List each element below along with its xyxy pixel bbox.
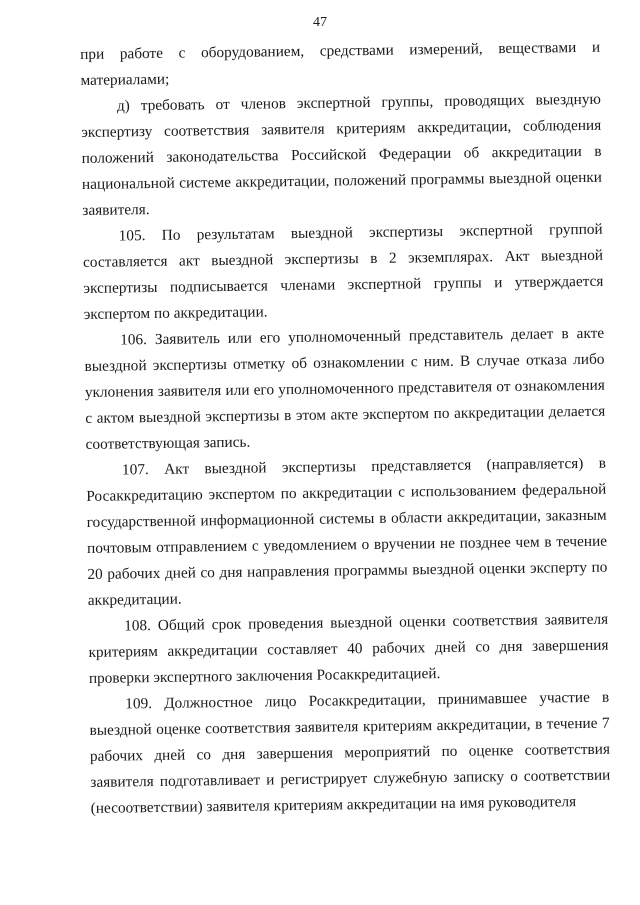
paragraph-continuation: при работе с оборудованием, средствами измерений, веществами и материалами; — [80, 38, 601, 89]
paragraph-108: 108. Общий срок проведения выездной оценки соответствия заявителя критериям аккредитации составляет 40 рабочих дней со дня завершения проверки экспертного заключения Росаккредитацией. — [88, 610, 609, 687]
page-number: 47 — [313, 15, 327, 30]
paragraph-109: 109. Должностное лицо Росаккредитации, принимавшее участие в выездной оценке соответствия заявителя критериям аккредитации, в течение 7 рабочих дней со дня завершения мероприятий по оценке соответствия заявителя подготавливает и регистрирует служебную записку о соответствии (несоответствии) заявителя критериям аккредитации на имя руководителя — [89, 688, 611, 817]
document-body — [80, 35, 611, 822]
paragraph-107: 107. Акт выездной экспертизы представляется (направляется) в Росаккредитацию экспертом по аккредитации с использованием федеральной государственной информационной системы в области аккредитации, заказным почтовым отправлением с уведомлением о вручении не позднее чем в течение 20 рабочих дней со дня направления программы выездной оценки эксперту по аккредитации. — [86, 454, 608, 609]
paragraph-106: 106. Заявитель или его уполномоченный представитель делает в акте выездной экспертизы отметку об ознакомлении с ним. В случае отказа либо уклонения заявителя или его уполномоченного представителя от ознакомления с актом выездной экспертизы в этом акте экспертом по аккредитации делается соответствующая запись. — [84, 324, 606, 453]
paragraph-105: 105. По результатам выездной экспертизы экспертной группой составляется акт выездной экспертизы в 2 экземплярах. Акт выездной экспертизы подписывается членами экспертной группы и утверждается экспертом по аккредитации. — [82, 220, 604, 323]
paragraph-item-d: д) требовать от членов экспертной группы, проводящих выездную экспертизу соответствия заявителя критериям аккредитации, соблюдения положений законодательства Российской Федерации об аккредитации в национальной системе аккредитации, положений программы выездной оценки заявителя. — [81, 90, 603, 219]
